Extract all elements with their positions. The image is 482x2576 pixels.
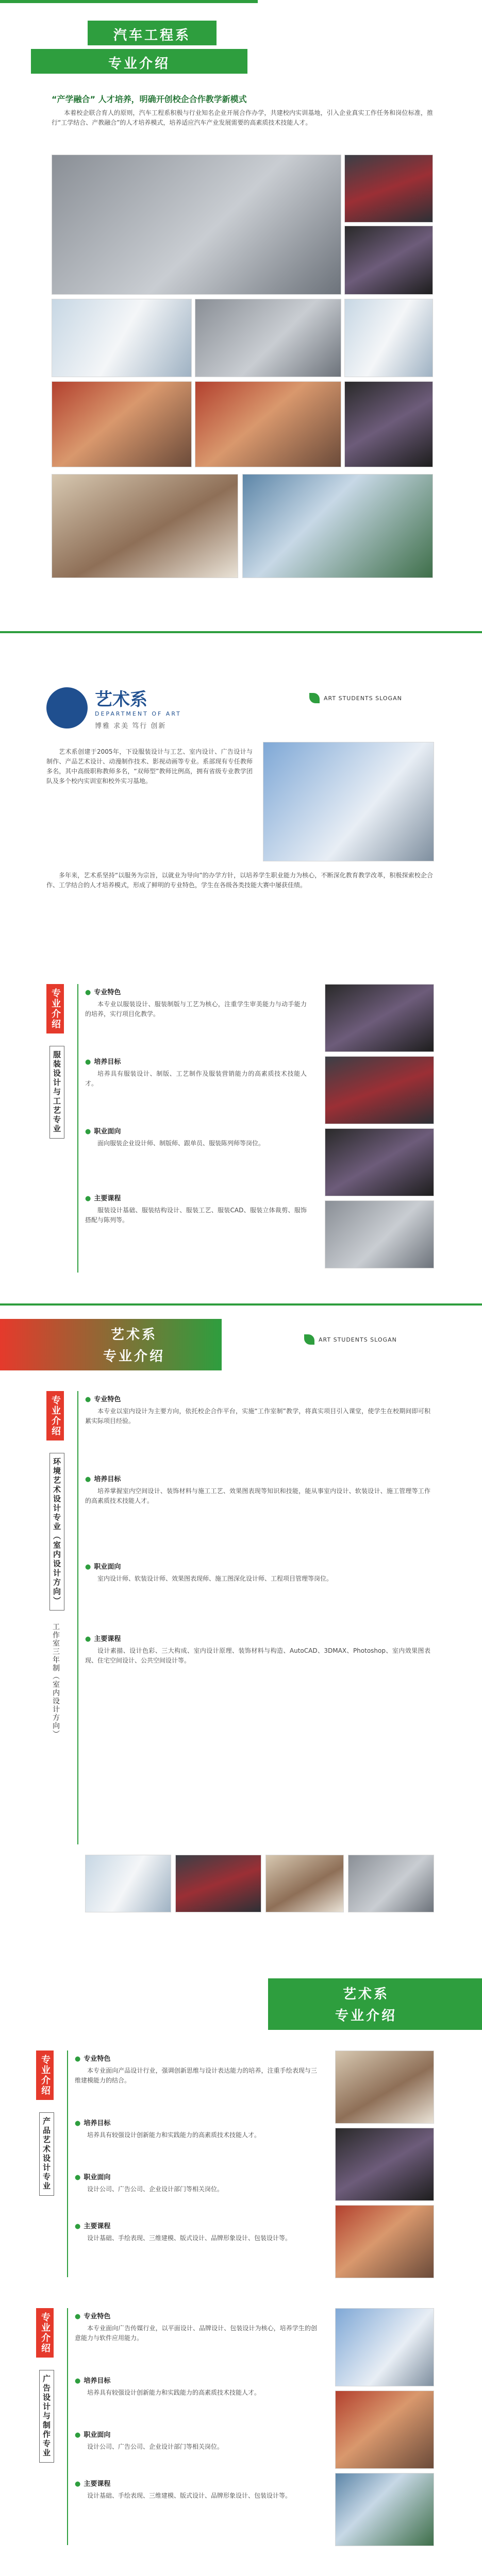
band-title-2: 专业介绍 bbox=[335, 2008, 397, 2024]
art-dept-logo bbox=[46, 685, 181, 730]
heading-feature: ● 专业特色 bbox=[85, 1394, 121, 1403]
section-automotive bbox=[0, 0, 482, 644]
section-divider bbox=[0, 631, 482, 633]
leaf-icon bbox=[304, 1334, 314, 1345]
band-title-1: 汽车工程系 bbox=[113, 28, 191, 43]
band-title-2: 专业介绍 bbox=[103, 1349, 165, 1364]
heading-goal-b: ● 培养目标 bbox=[75, 2375, 110, 2385]
band-title-2: 专业介绍 bbox=[108, 56, 170, 72]
photo-product-2 bbox=[335, 2128, 434, 2201]
heading-job-a: ● 职业面向 bbox=[75, 2172, 110, 2181]
heading-course-b: ● 主要课程 bbox=[75, 2478, 110, 2488]
photo-campus-1 bbox=[52, 474, 238, 578]
text-course-a: 设计基础、手绘表现、三维建模、版式设计、品牌形象设计、包装设计等。 bbox=[87, 2234, 292, 2242]
major-title-product: 产品艺术设计专业 bbox=[39, 2112, 54, 2196]
photo-workshop-car bbox=[52, 155, 341, 295]
text-goal-b: 培养具有较强设计创新能力和实践能力的高素质技术技能人才。 bbox=[87, 2389, 261, 2396]
text-direction: 室内设计师、软装设计师、效果图表现师、施工图深化设计师、工程项目管理等岗位。 bbox=[97, 1575, 333, 1582]
text-goal: 培养具有服装设计、制版、工艺制作及服装营销能力的高素质技术技能人才。 bbox=[85, 1070, 307, 1087]
text-job-a: 设计公司、广告公司、企业设计部门等相关岗位。 bbox=[87, 2185, 224, 2193]
section-headline: “产学融合” 人才培养，明确开创校企合作教学新模式 bbox=[52, 94, 247, 104]
intro-paragraph-2: 多年来，艺术系坚持“以服务为宗旨，以就业为导向”的办学方针，以培养学生职业能力为核心，不断深化教育教学改革，积极探索校企合作、工学结合的人才培养模式，形成了鲜明的专业特色，学生在各级各类技能大赛中屡获佳绩。 bbox=[46, 872, 433, 889]
text-feature-b: 本专业面向广告传媒行业，以平面设计、品牌设计、包装设计为核心，培养学生的创意能力与软件应用能力。 bbox=[75, 2325, 317, 2342]
heading-feature-a: ● 专业特色 bbox=[75, 2053, 110, 2063]
dept-emblem-icon bbox=[46, 687, 88, 728]
photo-students-1 bbox=[344, 155, 433, 223]
dept-logo-title: 艺术系 bbox=[95, 689, 147, 710]
major-tag-a: 专业介绍 bbox=[36, 2050, 54, 2100]
photo-interior-2 bbox=[175, 1855, 261, 1912]
partner-logo-text: ART STUDENTS SLOGAN bbox=[324, 694, 402, 702]
section3-top-stripe bbox=[0, 1303, 482, 1306]
photo-product-1 bbox=[335, 2050, 434, 2124]
photo-advertising-2 bbox=[335, 2391, 434, 2469]
text-job: 面向服装企业设计师、制版师、跟单员、服装陈列师等岗位。 bbox=[97, 1140, 265, 1147]
photo-car-class-2 bbox=[195, 299, 341, 377]
text-feature: 本专业以室内设计为主要方向，依托校企合作平台，实施“工作室制”教学，将真实项目引入课堂，使学生在校期间即可积累实际项目经验。 bbox=[85, 1408, 430, 1425]
advertising-content bbox=[67, 2308, 326, 2545]
photo-fashion-1 bbox=[325, 984, 434, 1052]
heading-goal: ● 培养目标 bbox=[85, 1473, 121, 1483]
photo-car-class-1 bbox=[52, 299, 192, 377]
photo-advertising-3 bbox=[335, 2473, 434, 2546]
band-title-1: 艺术系 bbox=[110, 1327, 157, 1343]
photo-ceremony-1 bbox=[52, 381, 192, 467]
heading-course: ● 主要课程 bbox=[85, 1633, 121, 1643]
photo-students-2 bbox=[344, 226, 433, 295]
partner-logo-text: ART STUDENTS SLOGAN bbox=[319, 1336, 397, 1343]
major-tag: 专业介绍 bbox=[46, 984, 64, 1033]
photo-product-3 bbox=[335, 2205, 434, 2278]
heading-course: ● 主要课程 bbox=[85, 1193, 121, 1202]
band-title-1: 艺术系 bbox=[342, 1987, 389, 2002]
text-course: 服装设计基础、服装结构设计、服装工艺、服装CAD、服装立体裁剪、服饰搭配与陈列等。 bbox=[85, 1207, 307, 1224]
major-title-interior: 环境艺术设计专业（室内设计方向） bbox=[49, 1453, 64, 1611]
major-title-advertising: 广告设计与制作专业 bbox=[39, 2370, 54, 2463]
heading-feature-b: ● 专业特色 bbox=[75, 2311, 110, 2320]
photo-interior-4 bbox=[348, 1855, 434, 1912]
partner-logo bbox=[304, 1334, 397, 1345]
dept-motto: 博雅 求美 笃行 创新 bbox=[95, 722, 167, 730]
photo-advertising-1 bbox=[335, 2308, 434, 2386]
text-course-b: 设计基础、手绘表现、三维建模、版式设计、品牌形象设计、包装设计等。 bbox=[87, 2492, 292, 2499]
heading-job-b: ● 职业面向 bbox=[75, 2429, 110, 2439]
photo-ceremony-3 bbox=[344, 381, 433, 467]
photo-fashion-2 bbox=[325, 1056, 434, 1124]
heading-course-a: ● 主要课程 bbox=[75, 2221, 110, 2230]
intro-paragraph-1: 艺术系创建于2005年，下设服装设计与工艺、室内设计、广告设计与制作、产品艺术设计、动漫制作技术、影视动画等专业。系部现有专任教师多名，其中高级职称教师多名，“双师型”教师比例高，拥有省级专业教学团队及多个校内实训室和校外实习基地。 bbox=[46, 748, 253, 785]
partner-logo bbox=[309, 693, 402, 703]
text-course: 设计素描、设计色彩、三大构成、室内设计原理、装饰材料与构造、AutoCAD、3DMAX、Photoshop、室内效果图表现、住宅空间设计、公共空间设计等。 bbox=[85, 1647, 430, 1664]
section-art-intro bbox=[0, 644, 482, 1303]
photo-fashion-4 bbox=[325, 1200, 434, 1268]
text-goal: 培养掌握室内空间设计、装饰材料与施工工艺、效果图表现等知识和技能，能从事室内设计、软装设计、施工管理等工作的高素质技术技能人才。 bbox=[85, 1487, 430, 1504]
heading-goal: ● 培养目标 bbox=[85, 1056, 121, 1066]
text-feature: 本专业以服装设计、服装制版与工艺为核心，注重学生审美能力与动手能力的培养，实行项目化教学。 bbox=[85, 1001, 307, 1018]
heading-job: ● 职业面向 bbox=[85, 1126, 121, 1136]
top-green-stripe bbox=[0, 0, 258, 3]
section-art-interior bbox=[0, 1303, 482, 1968]
photo-car-class-3 bbox=[344, 299, 433, 377]
photo-interior-1 bbox=[85, 1855, 171, 1912]
major-title-interior-b: 工作室三年制（室内设计方向） bbox=[52, 1623, 60, 1738]
photo-campus-2 bbox=[242, 474, 433, 578]
heading-direction: ● 职业面向 bbox=[85, 1561, 121, 1571]
section-paragraph: 本着校企联合育人的原则，汽车工程系积极与行业知名企业开展合作办学，共建校内实训基地，引入企业真实工作任务和岗位标准，推行“工学结合、产教融合”的人才培养模式，培养适应汽车产业发展需要的高素质技术技能人才。 bbox=[52, 109, 433, 126]
photo-fashion-3 bbox=[325, 1128, 434, 1196]
interior-content bbox=[77, 1391, 434, 1844]
photo-art-building bbox=[263, 742, 434, 861]
major-title-fashion: 服装设计与工艺专业 bbox=[49, 1046, 64, 1139]
heading-goal-a: ● 培养目标 bbox=[75, 2117, 110, 2127]
dept-logo-sub: DEPARTMENT OF ART bbox=[95, 710, 181, 717]
heading-feature: ● 专业特色 bbox=[85, 987, 121, 996]
major-tag-b: 专业介绍 bbox=[36, 2308, 54, 2358]
text-feature-a: 本专业面向产品设计行业，强调创新思维与设计表达能力的培养，注重手绘表现与三维建模能力的结合。 bbox=[75, 2067, 317, 2084]
text-job-b: 设计公司、广告公司、企业设计部门等相关岗位。 bbox=[87, 2443, 224, 2450]
text-goal-a: 培养具有较强设计创新能力和实践能力的高素质技术技能人才。 bbox=[87, 2131, 261, 2139]
section-art-product bbox=[0, 1968, 482, 2576]
leaf-icon bbox=[309, 693, 320, 703]
photo-interior-3 bbox=[265, 1855, 344, 1912]
major-tag: 专业介绍 bbox=[46, 1391, 64, 1440]
photo-ceremony-2 bbox=[195, 381, 341, 467]
